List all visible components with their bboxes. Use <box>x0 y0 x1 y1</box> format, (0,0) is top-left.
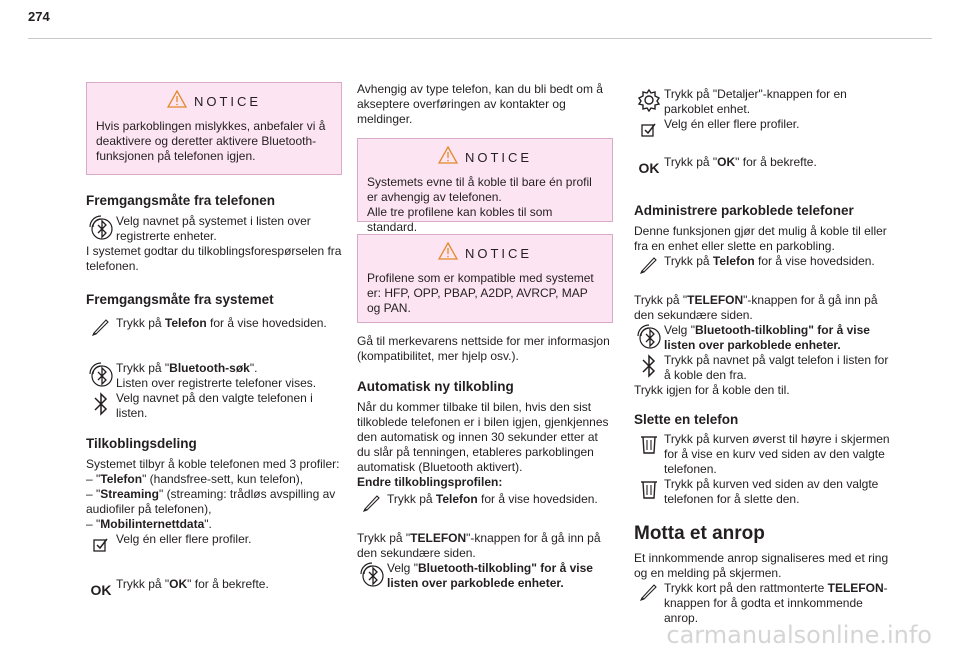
step-text <box>664 323 890 353</box>
text-run: Trykk kort på den rattmonterte <box>664 581 828 595</box>
ok-icon: OK <box>90 582 112 598</box>
paragraph-press-telefon-button <box>634 293 890 323</box>
column-1 <box>86 82 342 613</box>
notice-box-compatible-profiles <box>357 234 613 323</box>
step-text <box>116 316 342 331</box>
step-select-profiles <box>634 117 890 147</box>
text-run: – " <box>86 472 101 486</box>
step-select-profiles <box>86 532 342 562</box>
heading-delete-phone: Slette en telefon <box>634 412 739 427</box>
text-run: – " <box>86 517 101 531</box>
profile-name: Streaming <box>100 487 159 501</box>
bluetooth-icon <box>86 391 116 421</box>
warning-triangle-icon <box>438 146 458 168</box>
text-run: ". <box>204 517 212 531</box>
step-text <box>664 581 890 626</box>
step-text: Velg én eller flere profiler. <box>116 532 252 546</box>
step-text: Velg navnet på den valgte telefonen i listen. <box>116 391 313 420</box>
step-press-telefon <box>634 254 890 284</box>
step-text: Velg én eller flere profiler. <box>664 117 800 131</box>
telefon-bold: Telefon <box>712 254 755 268</box>
text-run: Trykk på " <box>357 531 411 545</box>
step-text: Trykk på kurven ved siden av den valgte telefonen for å slette den. <box>664 477 879 506</box>
telefon-button-bold: TELEFON <box>410 531 467 545</box>
step-details-button <box>634 87 890 117</box>
bluetooth-scan-icon <box>634 323 664 353</box>
notice-box-pairing-failed <box>86 82 342 175</box>
step-confirm-ok <box>86 577 342 613</box>
text-run: -knappen for å godta et innkommende anrop. <box>664 581 888 625</box>
text-run: Trykk på " <box>116 361 170 375</box>
paragraph-contacts-transfer: Avhengig av type telefon, kan du bli bedt om å akseptere overføringen av kontakter og meldinger. <box>357 82 603 126</box>
trash-bin-icon <box>634 432 664 462</box>
notice-box-single-profile <box>357 138 613 234</box>
text-run: Trykk på <box>116 316 165 330</box>
step-disconnect <box>634 353 890 383</box>
telefon-button-bold: TELEFON <box>687 293 744 307</box>
gear-icon <box>634 87 664 117</box>
step-text <box>116 577 342 592</box>
step-text: Trykk på navnet på valgt telefon i listen for å koble den fra. <box>664 353 889 382</box>
text-run: for å vise hovedsiden. <box>477 492 598 506</box>
notice-header <box>96 83 332 119</box>
checkbox-icon <box>86 532 116 562</box>
press-pen-icon <box>86 316 116 346</box>
text-run: Trykk på " <box>664 155 718 169</box>
column-3 <box>634 82 890 626</box>
text-run: " (handsfree-sett, kun telefon), <box>142 472 304 486</box>
bluetooth-search-bold: Bluetooth-søk <box>169 361 250 375</box>
telefon-bold: Telefon <box>164 316 207 330</box>
text-run: " for å bekrefte. <box>187 577 269 591</box>
text-run: – " <box>86 487 101 501</box>
step-text <box>664 155 890 170</box>
profile-name: Telefon <box>100 472 143 486</box>
step-bluetooth-search <box>86 361 342 391</box>
notice-header <box>367 139 603 175</box>
paragraph-auto-reconnect: Når du kommer tilbake til bilen, hvis den sist tilkoblede telefonen er i bilen igjen, gjenkjennes den automatisk og innen 30 sekunder etter at du slår på tenningen, etableres parkoblingen automatisk (Bluetooth aktivert). <box>357 400 609 474</box>
press-pen-icon <box>634 581 664 611</box>
paragraph-delete-step1: Trykk på kurven øverst til høyre i skjermen for å vise en kurv ved siden av den valgte telefonen. <box>664 432 890 476</box>
paragraph-website: Gå til merkevarens nettside for mer informasjon (kompatibilitet, mer hjelp osv.). <box>357 334 610 363</box>
text-run: "-knappen for å gå inn på den sekundære siden. <box>357 531 601 560</box>
text-run: Listen over registrerte telefoner vises. <box>116 376 317 390</box>
notice-title: NOTICE <box>464 149 533 165</box>
step-phone-select <box>86 214 342 244</box>
text-run: ". <box>249 361 258 375</box>
step-text <box>387 561 613 591</box>
step-select-phone <box>86 391 342 421</box>
paragraph-reconnect: Trykk igjen for å koble den til. <box>634 383 790 397</box>
press-pen-icon <box>357 492 387 522</box>
paragraph-manage: Denne funksjonen gjør det mulig å koble til eller fra en enhet eller slette en parkobling. <box>634 224 887 253</box>
checkbox-icon <box>634 117 664 147</box>
heading-receive-call: Motta et anrop <box>634 523 765 544</box>
bluetooth-connection-bold: Bluetooth-tilkobling" for å vise listen over parkoblede enheter. <box>664 323 870 352</box>
paragraph-profiles-intro: Systemet tilbyr å koble telefonen med 3 profiler: <box>86 457 340 471</box>
text-run: Velg " <box>664 323 695 337</box>
ok-icon: OK <box>638 160 660 176</box>
bluetooth-scan-icon <box>357 561 387 591</box>
ok-bold: OK <box>717 155 736 169</box>
step-bluetooth-connection <box>634 323 890 353</box>
profile-item <box>86 487 342 517</box>
trash-bin-icon <box>634 477 664 507</box>
telefon-bold: Telefon <box>435 492 478 506</box>
step-text <box>387 492 613 507</box>
step-accept-call <box>634 581 890 626</box>
notice-body: Systemets evne til å koble til bare én profil er avhengig av telefonen. <box>367 175 592 204</box>
text-run: for å vise hovedsiden. <box>206 316 327 330</box>
heading-connection-sharing: Tilkoblingsdeling <box>86 436 197 451</box>
text-run: " for å bekrefte. <box>735 155 817 169</box>
header-rule <box>28 38 932 39</box>
text-run: Trykk på <box>387 492 436 506</box>
notice-body: Hvis parkoblingen mislykkes, anbefaler vi å deaktivere og deretter aktivere Bluetooth-funksjonen på telefonen igjen. <box>96 119 326 163</box>
watermark: carmanualsonline.info <box>666 621 932 649</box>
step-press-telefon <box>357 492 613 522</box>
column-2 <box>357 82 613 591</box>
step-text: Trykk på "Detaljer"-knappen for en parkoblet enhet. <box>664 87 847 116</box>
text-run: "-knappen for å gå inn på den sekundære siden. <box>634 293 878 322</box>
step-text: Velg navnet på systemet i listen over registrerte enheter. <box>116 214 311 243</box>
step-bluetooth-connection <box>357 561 613 591</box>
text-run: for å vise hovedsiden. <box>754 254 875 268</box>
heading-manage-paired: Administrere parkoblede telefoner <box>634 203 854 218</box>
telefon-bold: TELEFON <box>827 581 884 595</box>
text-run: Trykk på <box>664 254 713 268</box>
ok-bold: OK <box>169 577 188 591</box>
step-text <box>664 254 890 269</box>
text-run: " (streaming: trådløs avspilling av audiofiler på telefonen), <box>86 487 336 516</box>
step-press-telefon <box>86 316 342 346</box>
step-delete-confirm <box>634 477 890 507</box>
paragraph-change-profile: Endre tilkoblingsprofilen: <box>357 475 503 489</box>
profile-item <box>86 472 342 487</box>
text-run: Velg " <box>387 561 418 575</box>
heading-auto-reconnect: Automatisk ny tilkobling <box>357 379 514 394</box>
paragraph-incoming-call: Et innkommende anrop signaliseres med et ring og en melding på skjermen. <box>634 551 889 580</box>
profile-name: Mobilinternettdata <box>100 517 205 531</box>
text-run: Trykk på " <box>116 577 170 591</box>
page-number: 274 <box>28 9 50 24</box>
bluetooth-scan-icon <box>86 361 116 391</box>
profile-item <box>86 517 342 532</box>
paragraph-press-telefon-button <box>357 531 613 561</box>
text-run: Trykk på " <box>634 293 688 307</box>
heading-procedure-phone: Fremgangsmåte fra telefonen <box>86 193 276 208</box>
step-text <box>116 361 342 391</box>
notice-body: Alle tre profilene kan kobles til som standard. <box>367 205 553 234</box>
bluetooth-connection-bold: Bluetooth-tilkobling" for å vise listen over parkoblede enheter. <box>387 561 593 590</box>
press-pen-icon <box>634 254 664 284</box>
warning-triangle-icon <box>438 242 458 264</box>
warning-triangle-icon <box>167 90 187 112</box>
notice-header <box>367 235 603 271</box>
bluetooth-scan-icon <box>86 214 116 244</box>
heading-procedure-system: Fremgangsmåte fra systemet <box>86 292 274 307</box>
step-confirm-ok <box>634 155 890 191</box>
paragraph-accept-request: I systemet godtar du tilkoblingsforespørselen fra telefonen. <box>86 244 342 273</box>
notice-body: Profilene som er kompatible med systemet er: HFP, OPP, PBAP, A2DP, AVRCP, MAP og PAN. <box>367 271 594 315</box>
bluetooth-icon <box>634 353 664 383</box>
notice-title: NOTICE <box>193 93 262 109</box>
notice-title: NOTICE <box>464 245 533 261</box>
